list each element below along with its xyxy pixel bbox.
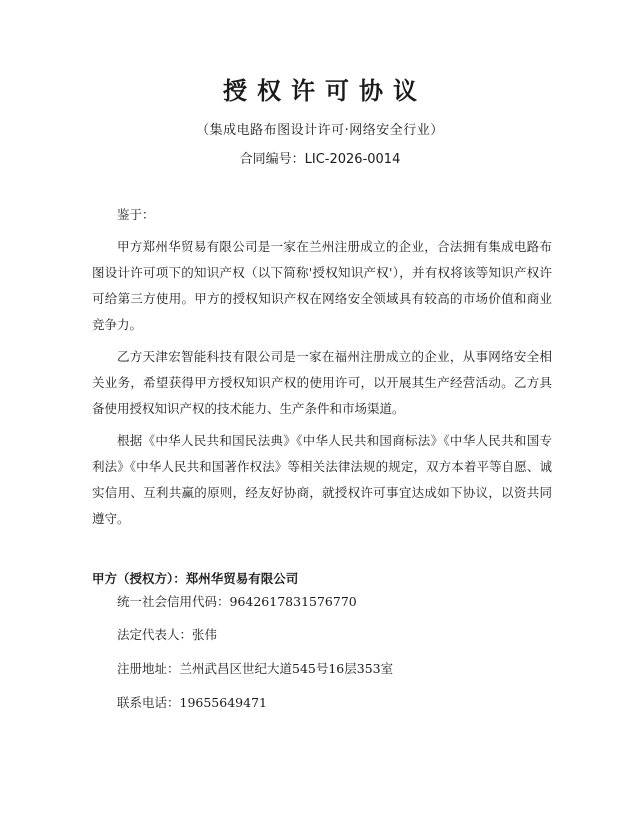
paragraph-party-b-intro: 乙方天津宏智能科技有限公司是一家在福州注册成立的企业，从事网络安全相关业务，希望获得甲方授权知识产权的使用许可，以开展其生产经营活动。乙方具备使用授权知识产权的技术能力、生产条件和市场渠道。 — [92, 349, 552, 416]
paragraph-party-a-intro: 甲方郑州华贸易有限公司是一家在兰州注册成立的企业，合法拥有集成电路布图设计许可项下的知识产权（以下简称'授权知识产权'），并有权将该等知识产权许可给第三方使用。甲方的授权知识产权在网络安全领域具有较高的市场价值和商业竞争力。 — [92, 239, 552, 332]
party-a-header: 甲方（授权方）：郑州华贸易有限公司 — [92, 571, 299, 586]
party-a-phone: 联系电话：19655649471 — [117, 695, 267, 710]
party-a-legal-rep: 法定代表人：张伟 — [117, 627, 218, 642]
document-title: 授权许可协议 — [223, 77, 427, 105]
paragraph-legal-basis: 根据《中华人民共和国民法典》《中华人民共和国商标法》《中华人民共和国专利法》《中华人民共和国著作权法》等相关法律法规的规定，双方本着平等自愿、诚实信用、互利共赢的原则，经友好协商，就授权许可事宜达成如下协议，以资共同遵守。 — [92, 433, 552, 526]
party-a-address: 注册地址：兰州武昌区世纪大道545号16层353室 — [117, 661, 394, 676]
contract-number: 合同编号：LIC-2026-0014 — [239, 152, 401, 167]
document-subtitle: （集成电路布图设计许可·网络安全行业） — [196, 123, 444, 138]
greeting: 鉴于： — [117, 207, 155, 222]
party-a-credit-code: 统一社会信用代码：9642617831576770 — [117, 594, 357, 609]
